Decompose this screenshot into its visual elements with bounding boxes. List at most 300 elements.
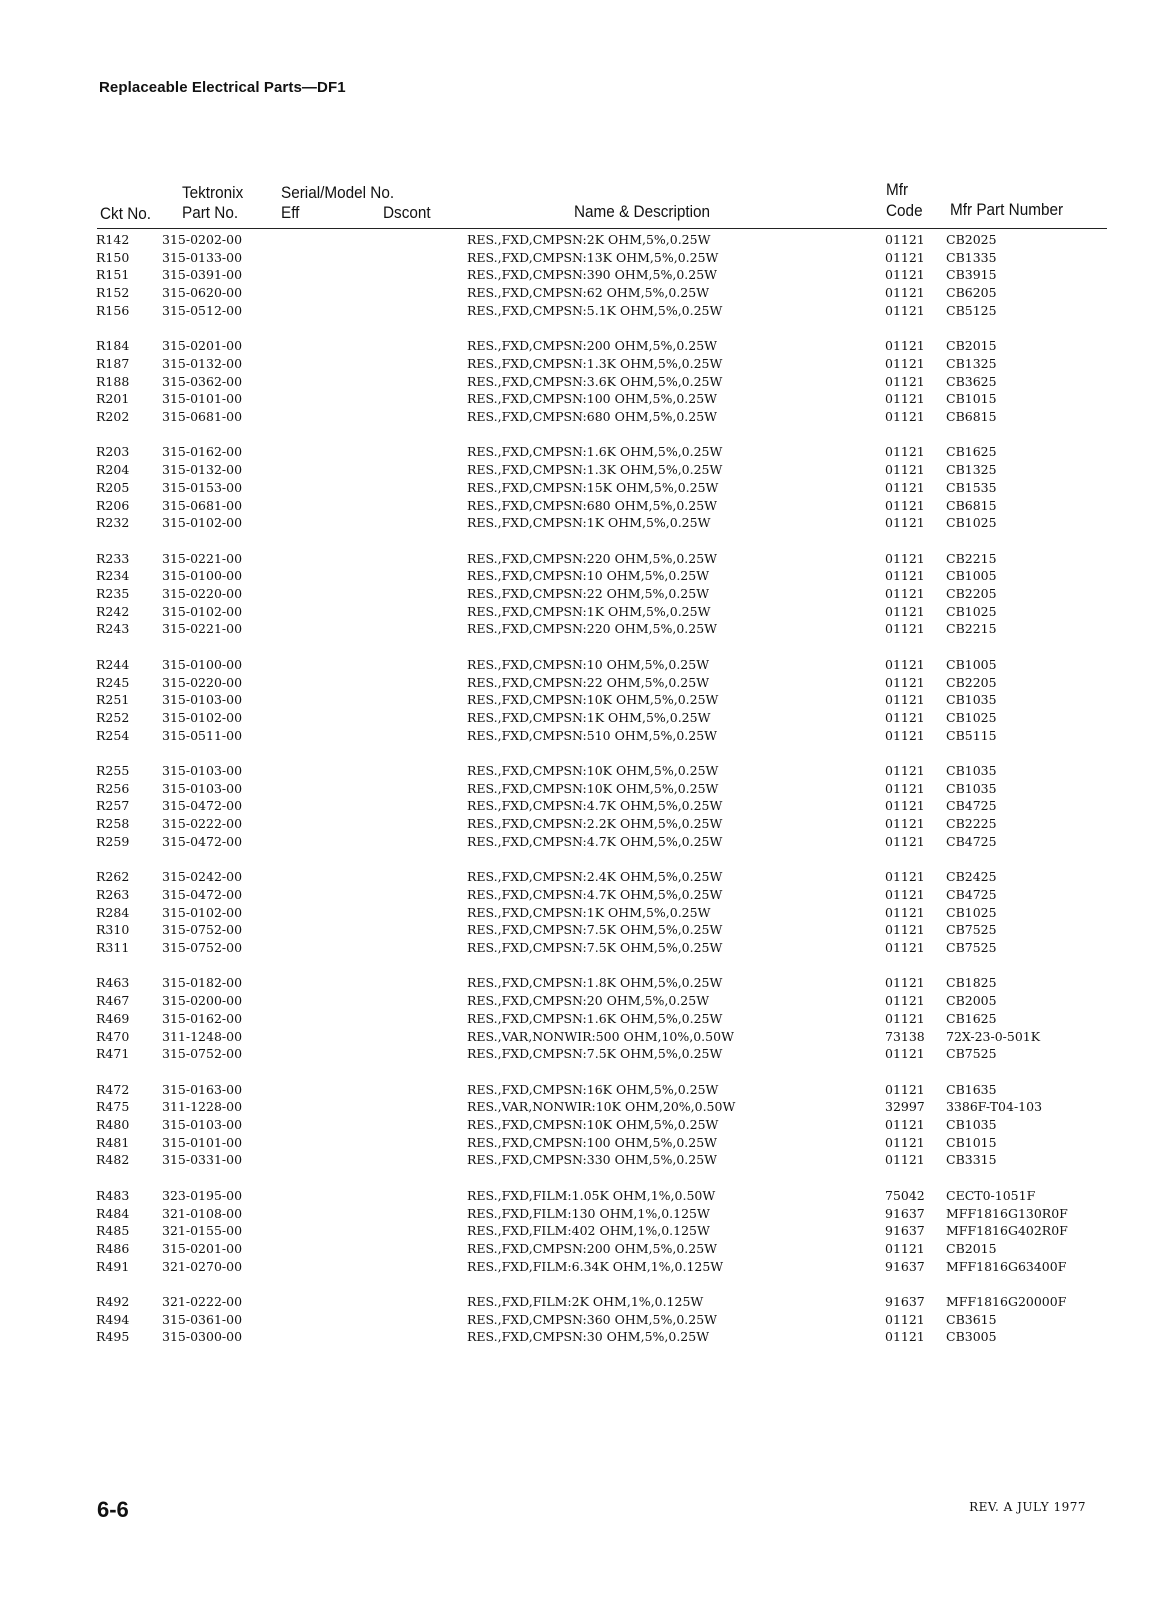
mfr-part-number: CB7525	[946, 940, 997, 955]
table-row	[0, 691, 1164, 709]
part-no: 315-0221-00	[162, 621, 243, 637]
mfr-code: 01121	[885, 1240, 925, 1256]
header-ckt-no: Ckt No.	[100, 204, 152, 223]
mfr-code: 01121	[885, 1117, 925, 1132]
mfr-part-number: CB5115	[946, 727, 997, 743]
table-row	[0, 461, 1164, 479]
part-no: 323-0195-00	[162, 1187, 243, 1203]
table-row	[0, 886, 1164, 904]
mfr-part-number: CB4725	[946, 833, 997, 849]
table-row	[0, 1134, 1164, 1152]
header-part-no: Part No.	[182, 203, 239, 222]
mfr-part-number: CB4725	[946, 886, 997, 902]
mfr-code: 01121	[885, 993, 925, 1009]
mfr-part-number: CB5125	[946, 302, 997, 318]
mfr-part-number: CB3615	[946, 1311, 997, 1327]
description: RES.,FXD,CMPSN:1K OHM,5%,0.25W	[467, 603, 711, 619]
table-row	[0, 656, 1164, 674]
table-row	[0, 284, 1164, 302]
description: RES.,FXD,CMPSN:680 OHM,5%,0.25W	[467, 497, 717, 513]
mfr-code: 01121	[885, 1134, 925, 1150]
ckt-no: R151	[96, 267, 130, 283]
ckt-no: R284	[96, 904, 130, 920]
table-row	[0, 1258, 1164, 1276]
ckt-no: R152	[96, 285, 130, 301]
part-no: 315-0681-00	[162, 409, 243, 424]
ckt-no: R150	[96, 249, 130, 265]
ckt-no: R310	[96, 922, 130, 938]
table-row	[0, 567, 1164, 585]
ckt-no: R481	[96, 1134, 130, 1150]
description: RES.,FXD,CMPSN:4.7K OHM,5%,0.25W	[467, 798, 723, 814]
part-no: 315-0472-00	[162, 886, 243, 902]
mfr-code: 01121	[885, 1010, 925, 1026]
part-no: 315-0391-00	[162, 267, 243, 283]
mfr-code: 01121	[885, 285, 925, 301]
part-no: 315-0221-00	[162, 550, 243, 566]
description: RES.,FXD,CMPSN:200 OHM,5%,0.25W	[467, 338, 717, 354]
part-no: 315-0201-00	[162, 338, 243, 354]
mfr-part-number: CB2205	[946, 586, 997, 601]
description: RES.,FXD,CMPSN:330 OHM,5%,0.25W	[467, 1152, 717, 1168]
table-row	[0, 497, 1164, 515]
description: RES.,FXD,CMPSN:220 OHM,5%,0.25W	[467, 550, 717, 566]
header-dscont: Dscont	[383, 203, 431, 222]
description: RES.,FXD,CMPSN:7.5K OHM,5%,0.25W	[467, 922, 723, 938]
ckt-no: R242	[96, 603, 130, 619]
description: RES.,FXD,CMPSN:220 OHM,5%,0.25W	[467, 621, 717, 637]
mfr-code: 01121	[885, 798, 925, 814]
part-no: 321-0108-00	[162, 1205, 243, 1221]
mfr-code: 73138	[885, 1028, 925, 1044]
description: RES.,FXD,CMPSN:2.2K OHM,5%,0.25W	[467, 816, 723, 832]
part-no: 315-0163-00	[162, 1081, 243, 1097]
mfr-part-number: CB1005	[946, 656, 997, 672]
description: RES.,FXD,CMPSN:200 OHM,5%,0.25W	[467, 1240, 717, 1256]
part-no: 315-0300-00	[162, 1329, 243, 1345]
ckt-no: R244	[96, 656, 130, 672]
mfr-code: 01121	[885, 727, 925, 743]
description: RES.,FXD,CMPSN:1K OHM,5%,0.25W	[467, 709, 711, 725]
part-no: 315-0620-00	[162, 285, 243, 301]
description: RES.,FXD,CMPSN:22 OHM,5%,0.25W	[467, 674, 710, 690]
mfr-code: 01121	[885, 816, 925, 832]
description: RES.,FXD,CMPSN:22 OHM,5%,0.25W	[467, 586, 710, 601]
table-row	[0, 390, 1164, 408]
mfr-code: 01121	[885, 780, 925, 796]
part-no: 315-0101-00	[162, 391, 243, 407]
mfr-part-number: CB2205	[946, 674, 997, 690]
part-no: 315-0472-00	[162, 798, 243, 814]
header-mfr-part-number: Mfr Part Number	[950, 200, 1064, 219]
description: RES.,FXD,CMPSN:30 OHM,5%,0.25W	[467, 1329, 710, 1345]
part-no: 315-0242-00	[162, 869, 243, 885]
mfr-part-number: CB1025	[946, 709, 997, 725]
mfr-part-number: CB1825	[946, 975, 997, 991]
mfr-part-number: CB1335	[946, 249, 997, 265]
part-no: 315-0752-00	[162, 1046, 243, 1062]
ckt-no: R204	[96, 462, 130, 478]
mfr-code: 01121	[885, 975, 925, 991]
ckt-no: R494	[96, 1311, 130, 1327]
table-row	[0, 833, 1164, 851]
mfr-code: 01121	[885, 355, 925, 371]
mfr-part-number: CB7525	[946, 1046, 997, 1062]
ckt-no: R234	[96, 568, 130, 584]
ckt-no: R483	[96, 1187, 130, 1203]
description: RES.,FXD,FILM:130 OHM,1%,0.125W	[467, 1205, 710, 1221]
table-row	[0, 674, 1164, 692]
description: RES.,FXD,CMPSN:100 OHM,5%,0.25W	[467, 391, 717, 407]
table-row	[0, 727, 1164, 745]
table-row	[0, 355, 1164, 373]
table-row	[0, 1045, 1164, 1063]
ckt-no: R251	[96, 692, 130, 708]
mfr-code: 01121	[885, 391, 925, 407]
mfr-part-number: 72X-23-0-501K	[946, 1028, 1041, 1044]
mfr-part-number: CB6205	[946, 285, 997, 301]
part-no: 315-0752-00	[162, 922, 243, 938]
description: RES.,FXD,CMPSN:680 OHM,5%,0.25W	[467, 409, 717, 424]
mfr-part-number: CB2015	[946, 338, 997, 354]
mfr-code: 01121	[885, 656, 925, 672]
ckt-no: R233	[96, 550, 130, 566]
mfr-code: 32997	[885, 1099, 925, 1115]
mfr-code: 75042	[885, 1187, 925, 1203]
ckt-no: R482	[96, 1152, 130, 1168]
ckt-no: R184	[96, 338, 130, 354]
description: RES.,FXD,CMPSN:1K OHM,5%,0.25W	[467, 904, 711, 920]
table-row	[0, 1028, 1164, 1046]
ckt-no: R485	[96, 1223, 130, 1239]
mfr-part-number: CB4725	[946, 798, 997, 814]
mfr-code: 01121	[885, 833, 925, 849]
part-no: 315-0103-00	[162, 763, 243, 778]
table-row	[0, 709, 1164, 727]
part-no: 315-0220-00	[162, 586, 243, 601]
ckt-no: R232	[96, 515, 130, 531]
ckt-no: R467	[96, 993, 130, 1009]
description: RES.,FXD,CMPSN:13K OHM,5%,0.25W	[467, 249, 719, 265]
ckt-no: R203	[96, 444, 130, 460]
part-no: 315-0100-00	[162, 656, 243, 672]
part-no: 315-0511-00	[162, 727, 243, 743]
part-no: 315-0361-00	[162, 1311, 243, 1327]
mfr-code: 01121	[885, 904, 925, 920]
page-number: 6-6	[97, 1497, 129, 1522]
ckt-no: R471	[96, 1046, 130, 1062]
table-row	[0, 302, 1164, 320]
header-eff: Eff	[281, 203, 300, 222]
table-row	[0, 1293, 1164, 1311]
ckt-no: R492	[96, 1294, 130, 1309]
ckt-no: R142	[96, 232, 130, 247]
part-no: 321-0155-00	[162, 1223, 243, 1239]
part-no: 315-0132-00	[162, 462, 243, 478]
ckt-no: R256	[96, 780, 130, 796]
table-row	[0, 231, 1164, 249]
mfr-code: 01121	[885, 709, 925, 725]
ckt-no: R480	[96, 1117, 130, 1132]
mfr-part-number: CB1025	[946, 904, 997, 920]
mfr-code: 01121	[885, 479, 925, 495]
ckt-no: R469	[96, 1010, 130, 1026]
table-row	[0, 1311, 1164, 1329]
description: RES.,FXD,CMPSN:1.6K OHM,5%,0.25W	[467, 444, 723, 460]
description: RES.,FXD,CMPSN:10K OHM,5%,0.25W	[467, 780, 719, 796]
description: RES.,FXD,CMPSN:1.3K OHM,5%,0.25W	[467, 355, 723, 371]
mfr-part-number: CB1325	[946, 355, 997, 371]
mfr-code: 91637	[885, 1205, 925, 1221]
table-row	[0, 443, 1164, 461]
mfr-part-number: CB1535	[946, 479, 997, 495]
mfr-part-number: CB6815	[946, 497, 997, 513]
mfr-part-number: CB1635	[946, 1081, 997, 1097]
table-row	[0, 408, 1164, 426]
ckt-no: R257	[96, 798, 130, 814]
table-row	[0, 1081, 1164, 1099]
mfr-part-number: CB3005	[946, 1329, 997, 1345]
ckt-no: R188	[96, 373, 130, 389]
description: RES.,FXD,CMPSN:10 OHM,5%,0.25W	[467, 568, 710, 584]
part-no: 315-0103-00	[162, 692, 243, 708]
description: RES.,FXD,FILM:402 OHM,1%,0.125W	[467, 1223, 710, 1239]
description: RES.,FXD,FILM:2K OHM,1%,0.125W	[467, 1294, 704, 1309]
part-no: 315-0103-00	[162, 780, 243, 796]
description: RES.,FXD,CMPSN:1.8K OHM,5%,0.25W	[467, 975, 723, 991]
part-no: 315-0512-00	[162, 302, 243, 318]
part-no: 321-0222-00	[162, 1294, 243, 1309]
part-no: 315-0200-00	[162, 993, 243, 1009]
table-row	[0, 1222, 1164, 1240]
header-mfr: Mfr	[886, 180, 909, 199]
mfr-part-number: CB2025	[946, 232, 997, 247]
table-row	[0, 1328, 1164, 1346]
part-no: 315-0133-00	[162, 249, 243, 265]
part-no: 315-0102-00	[162, 709, 243, 725]
header-serial-model: Serial/Model No.	[281, 183, 395, 202]
ckt-no: R484	[96, 1205, 130, 1221]
part-no: 315-0100-00	[162, 568, 243, 584]
mfr-code: 01121	[885, 249, 925, 265]
description: RES.,FXD,CMPSN:4.7K OHM,5%,0.25W	[467, 833, 723, 849]
description: RES.,FXD,CMPSN:5.1K OHM,5%,0.25W	[467, 302, 723, 318]
ckt-no: R486	[96, 1240, 130, 1256]
description: RES.,FXD,CMPSN:20 OHM,5%,0.25W	[467, 993, 710, 1009]
table-row	[0, 868, 1164, 886]
mfr-code: 01121	[885, 674, 925, 690]
mfr-part-number: CB3915	[946, 267, 997, 283]
mfr-code: 01121	[885, 444, 925, 460]
description: RES.,FXD,CMPSN:1.6K OHM,5%,0.25W	[467, 1010, 723, 1026]
ckt-no: R187	[96, 355, 130, 371]
ckt-no: R156	[96, 302, 130, 318]
page-title: Replaceable Electrical Parts—DF1	[99, 79, 346, 96]
ckt-no: R263	[96, 886, 130, 902]
mfr-code: 91637	[885, 1258, 925, 1274]
part-no: 315-0182-00	[162, 975, 243, 991]
mfr-code: 01121	[885, 692, 925, 708]
description: RES.,FXD,CMPSN:360 OHM,5%,0.25W	[467, 1311, 717, 1327]
description: RES.,FXD,CMPSN:2K OHM,5%,0.25W	[467, 232, 711, 247]
mfr-part-number: CB1005	[946, 568, 997, 584]
ckt-no: R202	[96, 409, 130, 424]
description: RES.,FXD,CMPSN:3.6K OHM,5%,0.25W	[467, 373, 723, 389]
table-row	[0, 780, 1164, 798]
ckt-no: R475	[96, 1099, 130, 1115]
table-row	[0, 514, 1164, 532]
mfr-part-number: CB1015	[946, 391, 997, 407]
mfr-code: 01121	[885, 338, 925, 354]
mfr-code: 01121	[885, 922, 925, 938]
table-row	[0, 939, 1164, 957]
table-row	[0, 1098, 1164, 1116]
part-no: 315-0202-00	[162, 232, 243, 247]
table-row	[0, 904, 1164, 922]
mfr-part-number: CB2005	[946, 993, 997, 1009]
part-no: 315-0153-00	[162, 479, 243, 495]
description: RES.,FXD,CMPSN:390 OHM,5%,0.25W	[467, 267, 717, 283]
part-no: 315-0103-00	[162, 1117, 243, 1132]
description: RES.,FXD,CMPSN:1K OHM,5%,0.25W	[467, 515, 711, 531]
ckt-no: R254	[96, 727, 130, 743]
table-row	[0, 479, 1164, 497]
header-name-description: Name & Description	[574, 202, 711, 221]
description: RES.,FXD,CMPSN:510 OHM,5%,0.25W	[467, 727, 717, 743]
ckt-no: R463	[96, 975, 130, 991]
ckt-no: R255	[96, 763, 130, 778]
part-no: 315-0362-00	[162, 373, 243, 389]
description: RES.,FXD,FILM:1.05K OHM,1%,0.50W	[467, 1187, 716, 1203]
part-no: 311-1228-00	[162, 1099, 243, 1115]
mfr-code: 01121	[885, 763, 925, 778]
part-no: 315-0472-00	[162, 833, 243, 849]
mfr-code: 01121	[885, 1081, 925, 1097]
table-row	[0, 373, 1164, 391]
part-no: 321-0270-00	[162, 1258, 243, 1274]
mfr-code: 01121	[885, 1152, 925, 1168]
part-no: 315-0162-00	[162, 1010, 243, 1026]
part-no: 315-0331-00	[162, 1152, 243, 1168]
description: RES.,VAR,NONWIR:10K OHM,20%,0.50W	[467, 1099, 736, 1115]
mfr-code: 01121	[885, 1046, 925, 1062]
mfr-code: 01121	[885, 886, 925, 902]
table-row	[0, 1151, 1164, 1169]
description: RES.,FXD,CMPSN:10K OHM,5%,0.25W	[467, 692, 719, 708]
part-no: 315-0752-00	[162, 940, 243, 955]
ckt-no: R258	[96, 816, 130, 832]
table-row	[0, 603, 1164, 621]
mfr-part-number: CECT0-1051F	[946, 1187, 1036, 1203]
mfr-code: 01121	[885, 586, 925, 601]
table-row	[0, 797, 1164, 815]
description: RES.,FXD,CMPSN:15K OHM,5%,0.25W	[467, 479, 719, 495]
mfr-code: 01121	[885, 550, 925, 566]
ckt-no: R470	[96, 1028, 130, 1044]
mfr-part-number: MFF1816G20000F	[946, 1294, 1067, 1309]
description: RES.,FXD,CMPSN:1.3K OHM,5%,0.25W	[467, 462, 723, 478]
part-no: 311-1248-00	[162, 1028, 243, 1044]
description: RES.,FXD,CMPSN:100 OHM,5%,0.25W	[467, 1134, 717, 1150]
mfr-code: 01121	[885, 232, 925, 247]
table-row	[0, 585, 1164, 603]
description: RES.,FXD,CMPSN:4.7K OHM,5%,0.25W	[467, 886, 723, 902]
mfr-code: 01121	[885, 267, 925, 283]
mfr-code: 01121	[885, 621, 925, 637]
table-row	[0, 1205, 1164, 1223]
table-row	[0, 974, 1164, 992]
part-no: 315-0102-00	[162, 515, 243, 531]
mfr-code: 91637	[885, 1223, 925, 1239]
description: RES.,FXD,CMPSN:7.5K OHM,5%,0.25W	[467, 940, 723, 955]
description: RES.,FXD,CMPSN:62 OHM,5%,0.25W	[467, 285, 710, 301]
table-row	[0, 815, 1164, 833]
mfr-part-number: MFF1816G130R0F	[946, 1205, 1068, 1221]
description: RES.,FXD,CMPSN:10K OHM,5%,0.25W	[467, 1117, 719, 1132]
ckt-no: R491	[96, 1258, 130, 1274]
part-no: 315-0102-00	[162, 904, 243, 920]
mfr-part-number: CB6815	[946, 409, 997, 424]
mfr-code: 01121	[885, 869, 925, 885]
description: RES.,FXD,FILM:6.34K OHM,1%,0.125W	[467, 1258, 724, 1274]
table-row	[0, 266, 1164, 284]
ckt-no: R235	[96, 586, 130, 601]
description: RES.,FXD,CMPSN:10K OHM,5%,0.25W	[467, 763, 719, 778]
mfr-part-number: CB1325	[946, 462, 997, 478]
table-row	[0, 337, 1164, 355]
mfr-code: 01121	[885, 1329, 925, 1345]
ckt-no: R206	[96, 497, 130, 513]
header-tektronix: Tektronix	[182, 183, 244, 202]
part-no: 315-0162-00	[162, 444, 243, 460]
part-no: 315-0101-00	[162, 1134, 243, 1150]
mfr-code: 01121	[885, 1311, 925, 1327]
mfr-part-number: CB2425	[946, 869, 997, 885]
table-row	[0, 921, 1164, 939]
mfr-part-number: CB1625	[946, 444, 997, 460]
mfr-code: 91637	[885, 1294, 925, 1309]
part-no: 315-0222-00	[162, 816, 243, 832]
mfr-part-number: MFF1816G63400F	[946, 1258, 1067, 1274]
mfr-code: 01121	[885, 568, 925, 584]
mfr-part-number: CB3315	[946, 1152, 997, 1168]
table-row	[0, 1010, 1164, 1028]
ckt-no: R245	[96, 674, 130, 690]
revision-date: REV. A JULY 1977	[969, 1500, 1086, 1514]
mfr-part-number: CB1035	[946, 780, 997, 796]
part-no: 315-0220-00	[162, 674, 243, 690]
part-no: 315-0102-00	[162, 603, 243, 619]
mfr-code: 01121	[885, 462, 925, 478]
ckt-no: R259	[96, 833, 130, 849]
description: RES.,FXD,CMPSN:10 OHM,5%,0.25W	[467, 656, 710, 672]
table-row	[0, 249, 1164, 267]
part-no: 315-0681-00	[162, 497, 243, 513]
mfr-part-number: CB7525	[946, 922, 997, 938]
table-row	[0, 1116, 1164, 1134]
table-row	[0, 992, 1164, 1010]
mfr-part-number: CB1625	[946, 1010, 997, 1026]
mfr-code: 01121	[885, 302, 925, 318]
table-row	[0, 1240, 1164, 1258]
mfr-part-number: CB1025	[946, 603, 997, 619]
ckt-no: R262	[96, 869, 130, 885]
mfr-part-number: CB1035	[946, 763, 997, 778]
mfr-part-number: MFF1816G402R0F	[946, 1223, 1068, 1239]
ckt-no: R201	[96, 391, 130, 407]
description: RES.,VAR,NONWIR:500 OHM,10%,0.50W	[467, 1028, 734, 1044]
description: RES.,FXD,CMPSN:7.5K OHM,5%,0.25W	[467, 1046, 723, 1062]
